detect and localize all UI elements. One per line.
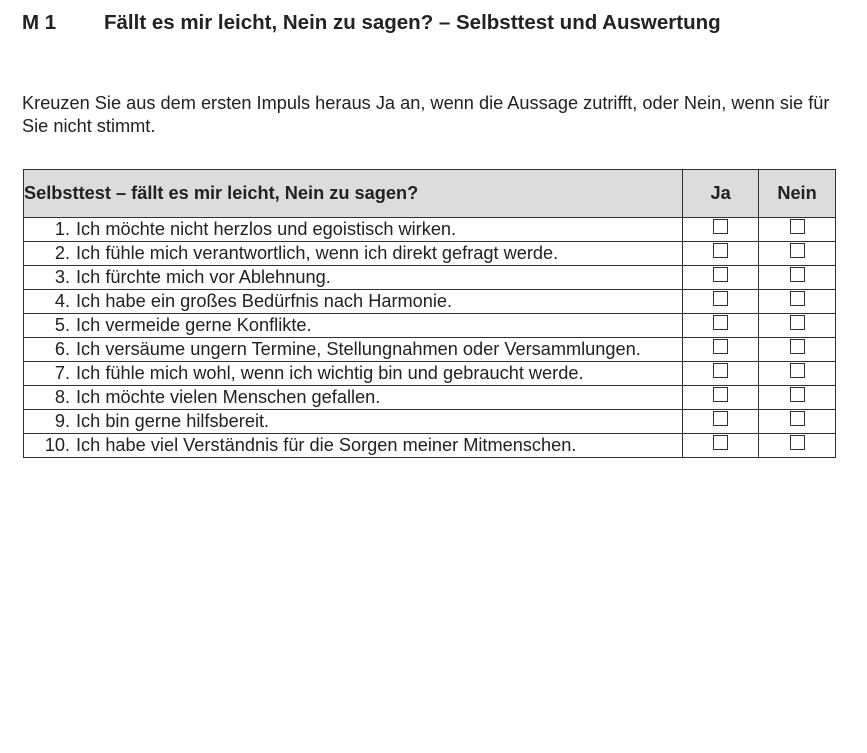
yes-cell bbox=[683, 362, 759, 386]
table-row bbox=[24, 386, 836, 410]
table-row bbox=[24, 410, 836, 434]
statement-text: Ich fühle mich wohl, wenn ich wichtig bin und gebraucht werde. bbox=[76, 363, 584, 383]
yes-cell bbox=[683, 338, 759, 362]
statement-cell bbox=[24, 290, 683, 314]
no-cell bbox=[759, 410, 836, 434]
yes-cell bbox=[683, 218, 759, 242]
table-row bbox=[24, 242, 836, 266]
page-title: Fällt es mir leicht, Nein zu sagen? – Selbsttest und Auswertung bbox=[104, 11, 721, 34]
no-checkbox[interactable] bbox=[790, 219, 805, 234]
no-checkbox[interactable] bbox=[790, 315, 805, 330]
no-checkbox[interactable] bbox=[790, 435, 805, 450]
statement-text: Ich möchte nicht herzlos und egoistisch wirken. bbox=[76, 219, 457, 239]
table-row bbox=[24, 338, 836, 362]
statement-text: Ich bin gerne hilfsbereit. bbox=[76, 411, 270, 431]
no-cell bbox=[759, 242, 836, 266]
material-number: M 1 bbox=[22, 11, 57, 34]
statement-cell bbox=[24, 338, 683, 362]
statement-text: Ich möchte vielen Menschen gefallen. bbox=[76, 387, 381, 407]
statement-text: Ich fürchte mich vor Ablehnung. bbox=[76, 267, 331, 287]
statement-number: 8. bbox=[54, 387, 70, 407]
statement-number: 4. bbox=[54, 291, 70, 311]
statement-cell bbox=[24, 242, 683, 266]
statement-number: 5. bbox=[54, 315, 70, 335]
yes-checkbox[interactable] bbox=[713, 291, 728, 306]
statement-cell bbox=[24, 410, 683, 434]
statement-cell bbox=[24, 218, 683, 242]
statement-number: 6. bbox=[54, 339, 70, 359]
no-checkbox[interactable] bbox=[790, 387, 805, 402]
no-cell bbox=[759, 386, 836, 410]
table-header-row bbox=[24, 170, 836, 218]
no-column-header: Nein bbox=[759, 170, 836, 218]
statement-cell bbox=[24, 314, 683, 338]
yes-cell bbox=[683, 242, 759, 266]
table-row bbox=[24, 266, 836, 290]
statement-rows bbox=[24, 218, 836, 458]
yes-cell bbox=[683, 434, 759, 458]
yes-cell bbox=[683, 314, 759, 338]
yes-column-header: Ja bbox=[683, 170, 759, 218]
no-checkbox[interactable] bbox=[790, 291, 805, 306]
no-cell bbox=[759, 434, 836, 458]
yes-checkbox[interactable] bbox=[713, 315, 728, 330]
yes-cell bbox=[683, 410, 759, 434]
selftest-table bbox=[23, 169, 836, 458]
statement-number: 3. bbox=[54, 267, 70, 287]
statement-cell bbox=[24, 362, 683, 386]
no-cell bbox=[759, 266, 836, 290]
table-row bbox=[24, 362, 836, 386]
table-row bbox=[24, 314, 836, 338]
no-checkbox[interactable] bbox=[790, 339, 805, 354]
yes-checkbox[interactable] bbox=[713, 339, 728, 354]
yes-cell bbox=[683, 266, 759, 290]
instructions: Kreuzen Sie aus dem ersten Impuls heraus Ja an, wenn die Aussage zutrifft, oder Nein, wenn sie für Sie nicht stimmt. bbox=[22, 93, 830, 136]
yes-checkbox[interactable] bbox=[713, 387, 728, 402]
statement-text: Ich fühle mich verantwortlich, wenn ich direkt gefragt werde. bbox=[76, 243, 559, 263]
no-checkbox[interactable] bbox=[790, 363, 805, 378]
statement-cell bbox=[24, 386, 683, 410]
no-cell bbox=[759, 314, 836, 338]
statement-number: 9. bbox=[54, 411, 70, 431]
statement-cell bbox=[24, 434, 683, 458]
statement-text: Ich habe ein großes Bedürfnis nach Harmonie. bbox=[76, 291, 453, 311]
statement-column-header: Selbsttest – fällt es mir leicht, Nein zu sagen? bbox=[24, 170, 683, 218]
no-checkbox[interactable] bbox=[790, 411, 805, 426]
yes-checkbox[interactable] bbox=[713, 435, 728, 450]
statement-text: Ich habe viel Verständnis für die Sorgen meiner Mitmenschen. bbox=[76, 435, 577, 455]
statement-number: 1. bbox=[54, 219, 70, 239]
no-cell bbox=[759, 290, 836, 314]
yes-cell bbox=[683, 290, 759, 314]
no-cell bbox=[759, 338, 836, 362]
table-row bbox=[24, 218, 836, 242]
yes-checkbox[interactable] bbox=[713, 219, 728, 234]
yes-checkbox[interactable] bbox=[713, 363, 728, 378]
no-checkbox[interactable] bbox=[790, 243, 805, 258]
table-row bbox=[24, 290, 836, 314]
statement-text: Ich vermeide gerne Konflikte. bbox=[76, 315, 312, 335]
statement-number: 2. bbox=[54, 243, 70, 263]
yes-checkbox[interactable] bbox=[713, 411, 728, 426]
statement-number: 7. bbox=[54, 363, 70, 383]
yes-checkbox[interactable] bbox=[713, 267, 728, 282]
statement-cell bbox=[24, 266, 683, 290]
yes-checkbox[interactable] bbox=[713, 243, 728, 258]
table-row bbox=[24, 434, 836, 458]
no-cell bbox=[759, 362, 836, 386]
no-checkbox[interactable] bbox=[790, 267, 805, 282]
statement-number: 10. bbox=[44, 435, 70, 455]
statement-text: Ich versäume ungern Termine, Stellungnahmen oder Versammlungen. bbox=[76, 339, 641, 359]
yes-cell bbox=[683, 386, 759, 410]
no-cell bbox=[759, 218, 836, 242]
